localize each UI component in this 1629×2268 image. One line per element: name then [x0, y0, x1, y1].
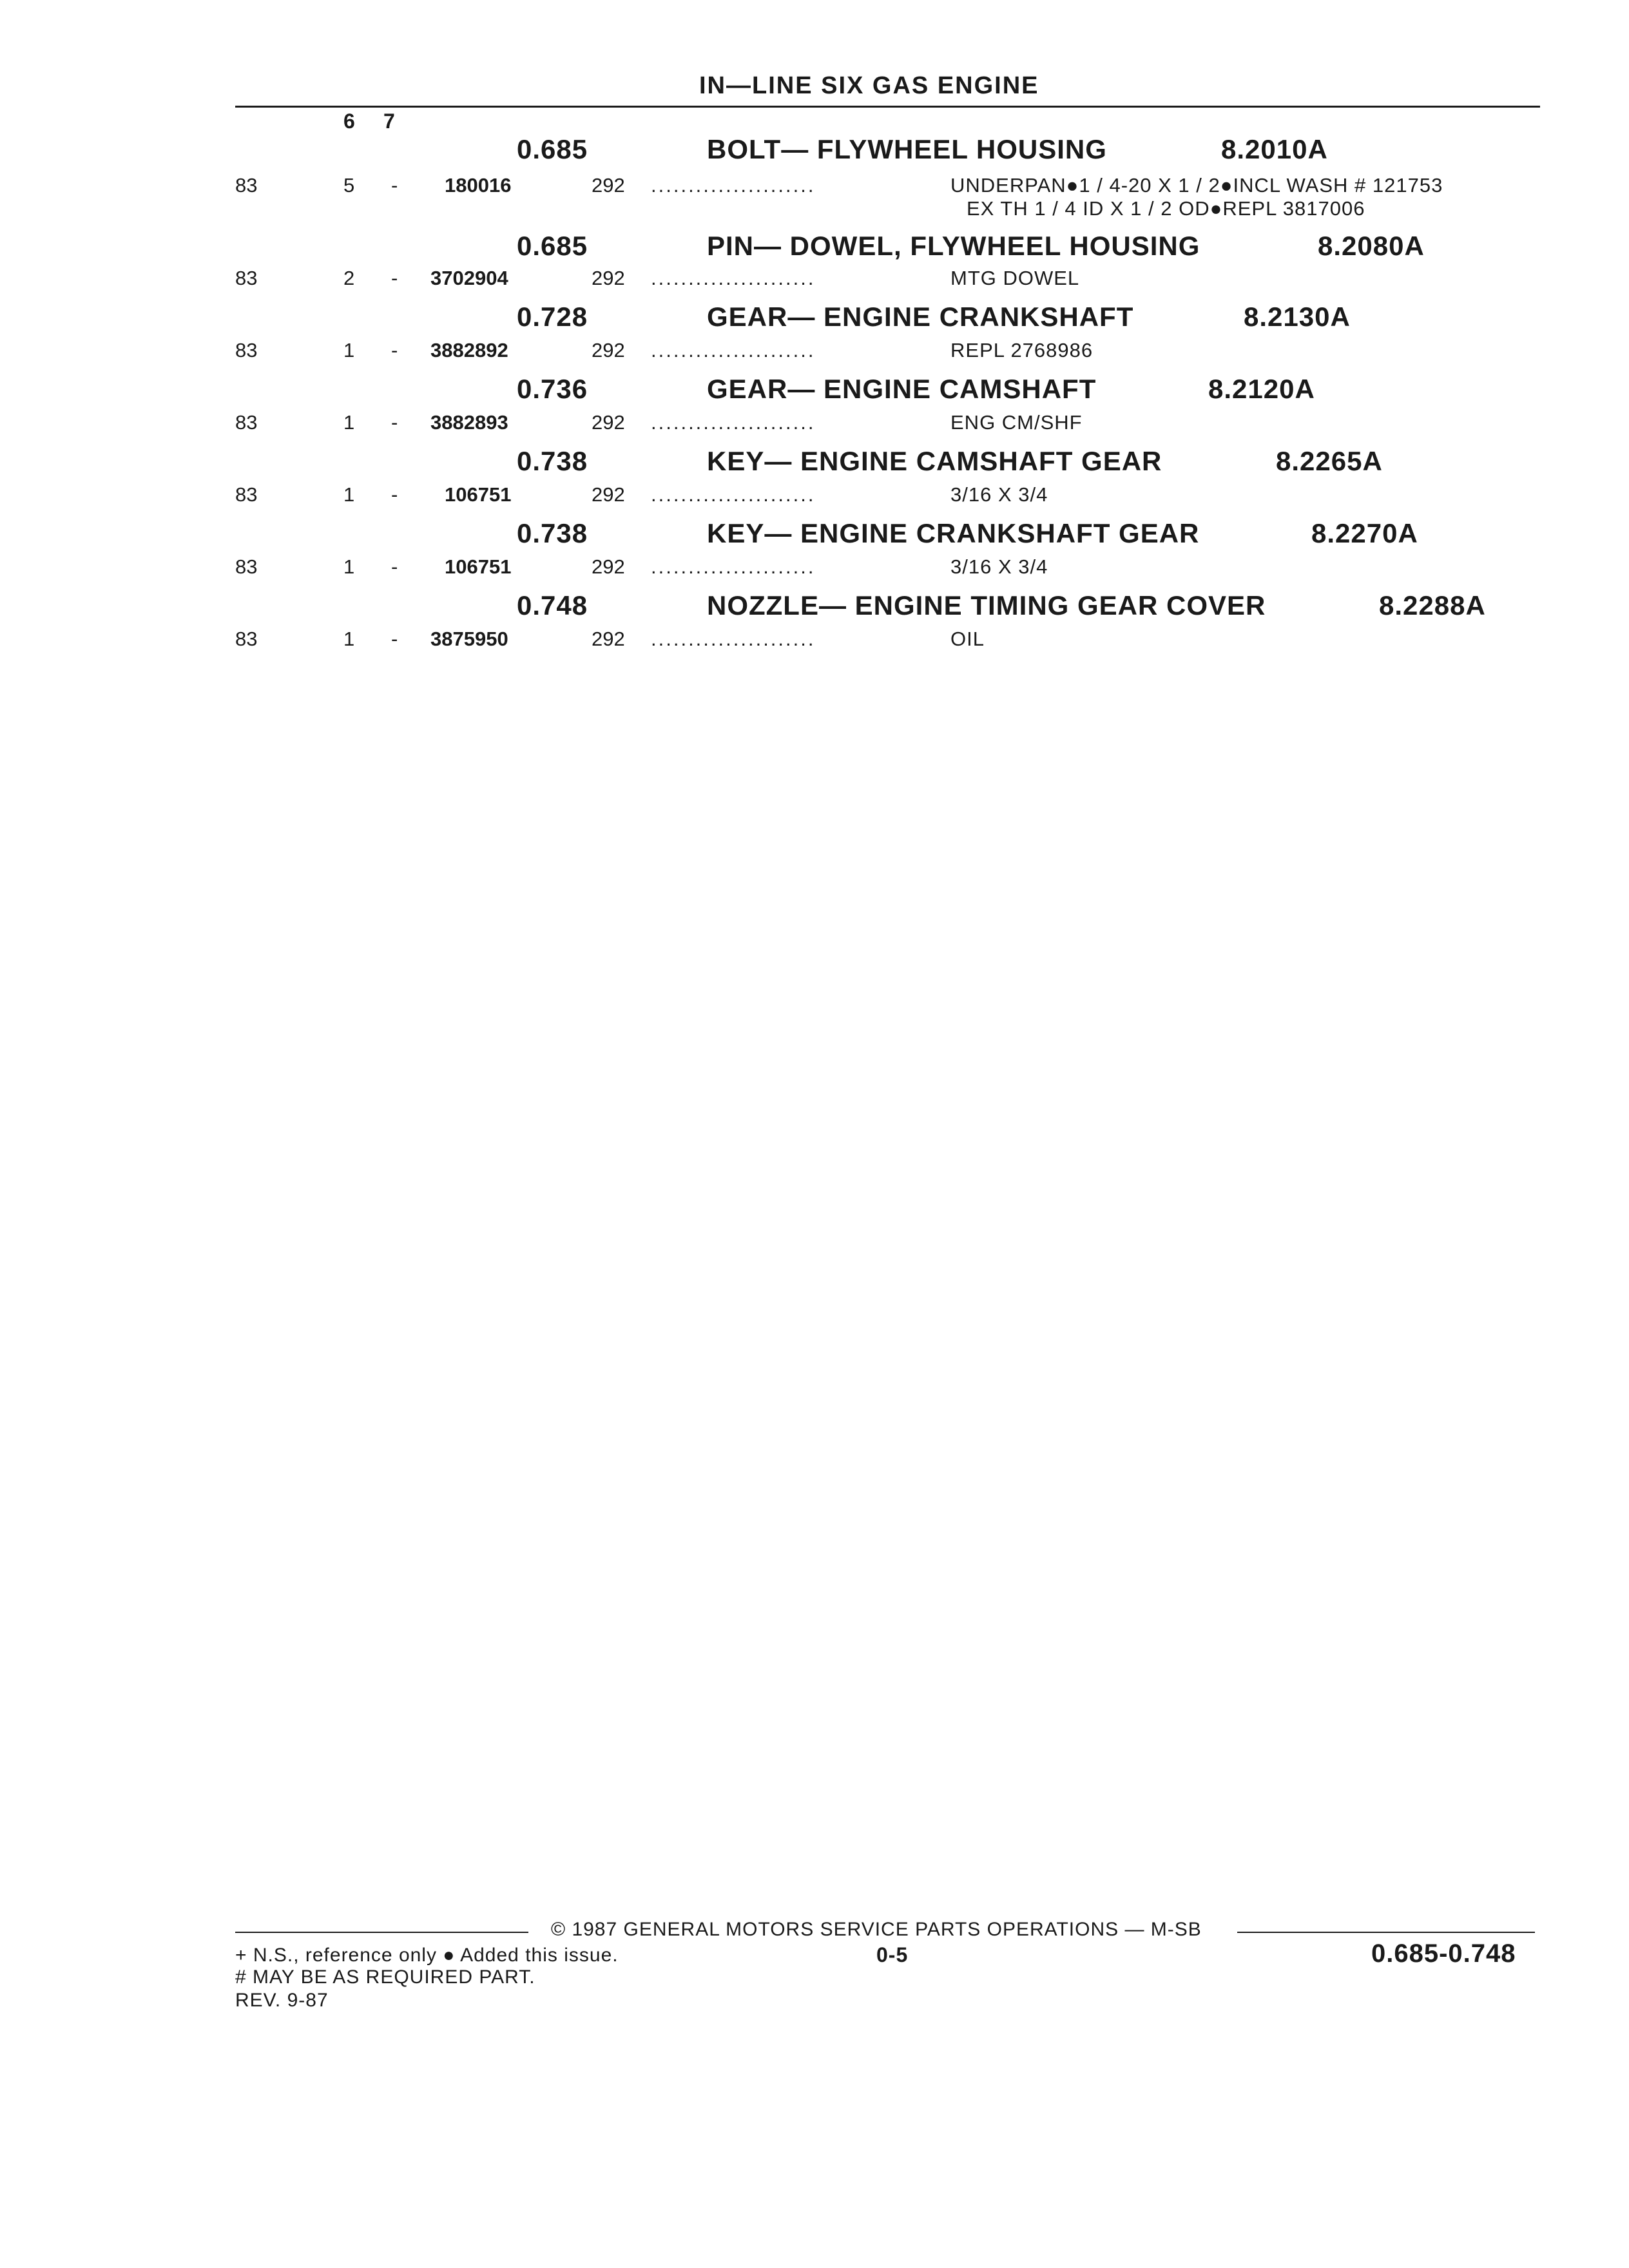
- year: 83: [235, 174, 258, 197]
- description: UNDERPAN●1 / 4-20 X 1 / 2●INCL WASH # 121753: [950, 174, 1443, 197]
- section-name: NOZZLE— ENGINE TIMING GEAR COVER: [707, 590, 1266, 620]
- section-ref: 0.738: [517, 446, 588, 476]
- section-ref: 0.728: [517, 302, 588, 332]
- section-name: GEAR— ENGINE CRANKSHAFT: [707, 302, 1134, 332]
- leader-dots: ......................: [651, 174, 816, 197]
- section-code: 8.2130A: [1244, 302, 1351, 332]
- section-ref: 0.738: [517, 518, 588, 548]
- section-code: 8.2288A: [1379, 590, 1486, 620]
- part-number: 3882893: [430, 411, 508, 434]
- page-title: IN—LINE SIX GAS ENGINE: [699, 72, 1039, 99]
- section-name: PIN— DOWEL, FLYWHEEL HOUSING: [707, 231, 1200, 261]
- copyright: © 1987 GENERAL MOTORS SERVICE PARTS OPERATIONS — M-SB: [551, 1919, 1202, 1940]
- part-number: 106751: [445, 483, 512, 506]
- year: 83: [235, 339, 258, 361]
- dash: -: [391, 411, 398, 434]
- part-number: 3702904: [430, 267, 508, 289]
- leader-dots: ......................: [651, 483, 816, 506]
- footer-rule-left: [235, 1932, 528, 1933]
- qty: 1: [343, 339, 355, 361]
- section-ref: 0.685: [517, 134, 588, 164]
- dash: -: [391, 483, 398, 506]
- model: 292: [592, 483, 625, 506]
- model: 292: [592, 339, 625, 361]
- qty: 1: [343, 411, 355, 434]
- year: 83: [235, 628, 258, 650]
- revision: REV. 9-87: [235, 1990, 329, 2011]
- column-header-6: 6: [343, 110, 355, 133]
- qty: 2: [343, 267, 355, 289]
- section-name: GEAR— ENGINE CAMSHAFT: [707, 374, 1097, 404]
- dash: -: [391, 628, 398, 650]
- section-code: 8.2080A: [1318, 231, 1425, 261]
- leader-dots: ......................: [651, 555, 816, 578]
- part-number: 3875950: [430, 628, 508, 650]
- description: OIL: [950, 628, 985, 650]
- model: 292: [592, 628, 625, 650]
- part-number: 3882892: [430, 339, 508, 361]
- section-ref: 0.748: [517, 590, 588, 620]
- dash: -: [391, 555, 398, 578]
- leader-dots: ......................: [651, 267, 816, 289]
- model: 292: [592, 174, 625, 197]
- header-rule: [235, 106, 1540, 108]
- part-number: 106751: [445, 555, 512, 578]
- description: ENG CM/SHF: [950, 411, 1083, 434]
- footnote-required: # MAY BE AS REQUIRED PART.: [235, 1966, 535, 1988]
- description: EX TH 1 / 4 ID X 1 / 2 OD●REPL 3817006: [967, 197, 1365, 220]
- section-name: KEY— ENGINE CAMSHAFT GEAR: [707, 446, 1162, 476]
- year: 83: [235, 555, 258, 578]
- description: 3/16 X 3/4: [950, 555, 1048, 578]
- year: 83: [235, 411, 258, 434]
- model: 292: [592, 555, 625, 578]
- qty: 1: [343, 628, 355, 650]
- leader-dots: ......................: [651, 628, 816, 650]
- description: 3/16 X 3/4: [950, 483, 1048, 506]
- section-code: 8.2010A: [1221, 134, 1328, 164]
- qty: 5: [343, 174, 355, 197]
- qty: 1: [343, 555, 355, 578]
- section-name: BOLT— FLYWHEEL HOUSING: [707, 134, 1107, 164]
- description: MTG DOWEL: [950, 267, 1080, 289]
- footer-rule-right: [1237, 1932, 1535, 1933]
- column-header-7: 7: [383, 110, 395, 133]
- page-range: 0.685-0.748: [1371, 1939, 1516, 1968]
- year: 83: [235, 267, 258, 289]
- section-ref: 0.685: [517, 231, 588, 261]
- year: 83: [235, 483, 258, 506]
- leader-dots: ......................: [651, 339, 816, 361]
- model: 292: [592, 267, 625, 289]
- qty: 1: [343, 483, 355, 506]
- model: 292: [592, 411, 625, 434]
- section-code: 8.2270A: [1311, 518, 1418, 548]
- page-number: 0-5: [876, 1943, 909, 1966]
- section-code: 8.2265A: [1276, 446, 1383, 476]
- footnote-ns: + N.S., reference only ● Added this issue.: [235, 1945, 619, 1966]
- dash: -: [391, 339, 398, 361]
- description: REPL 2768986: [950, 339, 1094, 361]
- section-code: 8.2120A: [1208, 374, 1315, 404]
- section-ref: 0.736: [517, 374, 588, 404]
- part-number: 180016: [445, 174, 512, 197]
- leader-dots: ......................: [651, 411, 816, 434]
- section-name: KEY— ENGINE CRANKSHAFT GEAR: [707, 518, 1200, 548]
- dash: -: [391, 267, 398, 289]
- dash: -: [391, 174, 398, 197]
